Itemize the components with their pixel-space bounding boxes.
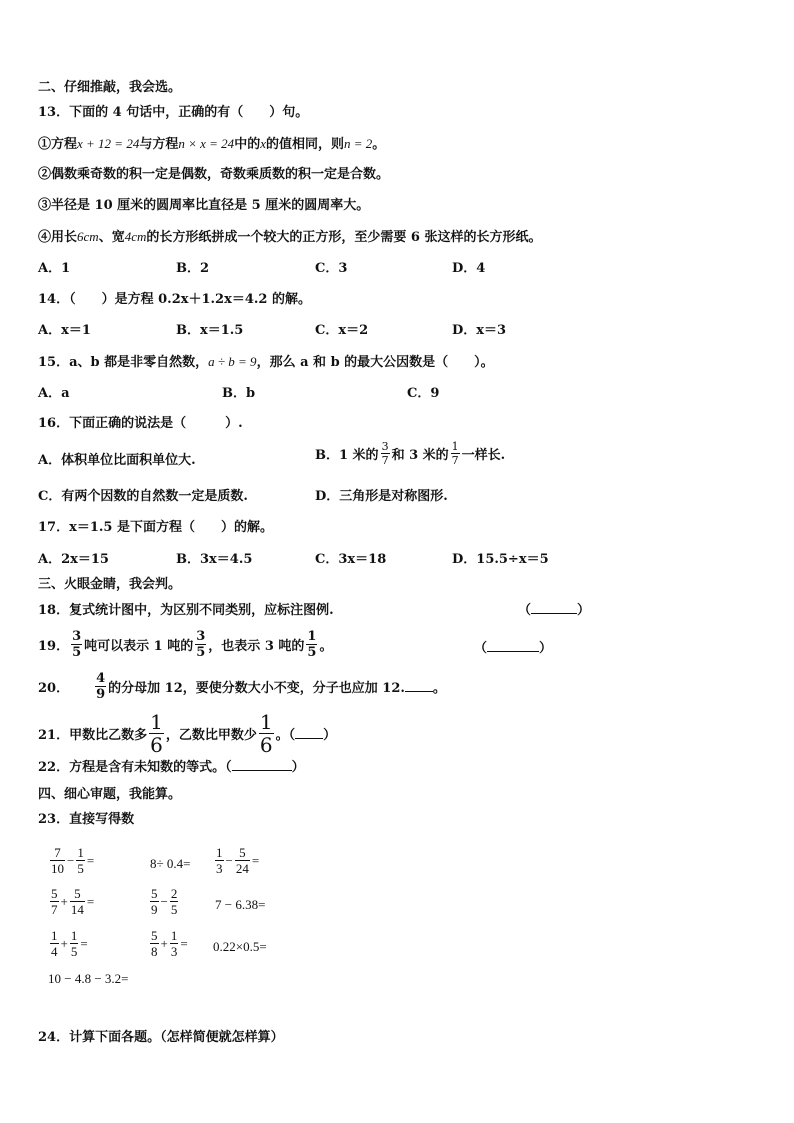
- question-16-stem: 16．下面正确的说法是（ ）.: [38, 416, 243, 431]
- option-a[interactable]: A．体积单位比面积单位大.: [38, 453, 196, 468]
- option-d[interactable]: D．三角形是对称图形.: [315, 489, 448, 504]
- answer-blank[interactable]: [295, 728, 323, 739]
- calc-item: 7 − 6.38=: [215, 897, 266, 912]
- option-d[interactable]: D．x＝3: [452, 323, 507, 338]
- option-b[interactable]: B．3x＝4.5: [176, 552, 253, 567]
- answer-blank[interactable]: [405, 681, 433, 692]
- option-a[interactable]: A．1: [38, 261, 71, 276]
- fraction: $\frac{1}{6}$: [150, 710, 163, 757]
- question-13-statement-2: ②偶数乘奇数的积一定是偶数，奇数乘质数的积一定是合数。: [38, 167, 390, 182]
- fraction: $\frac{4}{9}$: [96, 671, 106, 702]
- option-b[interactable]: B．2: [176, 261, 210, 276]
- question-13-statement-4: ④用长6cm、宽4cm的长方形纸拼成一个较大的正方形，至少需要 6 张这样的长方形纸。: [38, 229, 542, 245]
- option-d[interactable]: D．4: [452, 261, 486, 276]
- question-22: 22．方程是含有未知数的等式。（ ）: [38, 760, 305, 775]
- option-b[interactable]: B．x＝1.5: [176, 323, 244, 338]
- question-13-statement-3: ③半径是 10 厘米的圆周率比直径是 5 厘米的圆周率大。: [38, 198, 370, 213]
- section-title: 二、仔细推敲，我会选。: [38, 80, 182, 95]
- question-18: 18．复式统计图中，为区别不同类别，应标注图例.: [38, 603, 334, 618]
- question-20: 20． $\frac{4}{9}$ 的分母加 12，要使分数大小不变，分子也应加 12. 。: [38, 671, 446, 702]
- option-c[interactable]: C．9: [407, 386, 440, 401]
- option-a[interactable]: A．a: [38, 386, 70, 401]
- calc-item: $\frac{5}{8}$ + $\frac{1}{3}$ =: [151, 928, 188, 959]
- question-15-stem: 15．a、b 都是非零自然数，a ÷ b = 9，那么 a 和 b 的最大公因数是（ ）。: [38, 354, 494, 370]
- calc-item: 10 − 4.8 − 3.2=: [48, 971, 129, 986]
- fraction: $\frac{1}{6}$: [259, 710, 273, 757]
- option-c[interactable]: C．3x＝18: [315, 552, 387, 567]
- fraction: $\frac{3}{7}$: [381, 440, 389, 467]
- section-title: 四、细心审题，我能算。: [38, 787, 182, 802]
- calc-item: $\frac{5}{7}$ + $\frac{5}{14}$ =: [51, 886, 95, 917]
- option-d[interactable]: D．15.5÷x＝5: [452, 552, 549, 567]
- calc-item: 8÷ 0.4=: [150, 856, 191, 871]
- question-23-title: 23．直接写得数: [38, 812, 135, 827]
- answer-blank[interactable]: （ ）: [474, 641, 553, 656]
- option-c[interactable]: C．有两个因数的自然数一定是质数.: [38, 489, 248, 504]
- option-a[interactable]: A．x＝1: [38, 323, 91, 338]
- fraction: $\frac{3}{5}$: [72, 629, 82, 660]
- section-title: 三、火眼金睛，我会判。: [38, 577, 182, 592]
- answer-blank[interactable]: （ ）: [518, 603, 591, 618]
- fraction: $\frac{1}{5}$: [307, 629, 317, 660]
- question-19: 19． $\frac{3}{5}$ 吨可以表示 1 吨的 $\frac{3}{5}$ ，也表示 3 吨的 $\frac{1}{5}$ 。: [38, 629, 333, 660]
- question-24-title: 24．计算下面各题。（怎样简便就怎样算）: [38, 1030, 284, 1045]
- calc-item: 0.22×0.5=: [213, 939, 267, 954]
- calc-item: $\frac{1}{3}$ − $\frac{5}{24}$ =: [216, 845, 260, 876]
- option-c[interactable]: C．x＝2: [315, 323, 369, 338]
- question-13-stem: 13．下面的 4 句话中，正确的有（ ）句。: [38, 105, 309, 120]
- question-13-statement-1: ①方程x + 12 = 24与方程n × x = 24中的x的值相同，则n = 2。: [38, 136, 386, 152]
- option-b[interactable]: B．b: [222, 386, 256, 401]
- calc-item: $\frac{7}{10}$ − $\frac{1}{5}$ =: [51, 845, 95, 876]
- fraction: $\frac{3}{5}$: [196, 629, 206, 660]
- answer-blank[interactable]: [232, 760, 292, 771]
- question-17-stem: 17．x＝1.5 是下面方程（ ）的解。: [38, 520, 273, 535]
- calc-item: $\frac{5}{9}$ − $\frac{2}{5}$: [151, 886, 178, 917]
- option-c[interactable]: C．3: [315, 261, 348, 276]
- fraction: $\frac{1}{7}$: [451, 440, 459, 467]
- calc-item: $\frac{1}{4}$ + $\frac{1}{5}$ =: [51, 928, 88, 959]
- option-a[interactable]: A．2x＝15: [38, 552, 109, 567]
- question-14-stem: 14．（ ）是方程 0.2x＋1.2x＝4.2 的解。: [38, 292, 311, 307]
- option-b[interactable]: B．1 米的 $\frac{3}{7}$ 和 3 米的 $\frac{1}{7}$ 一样长.: [315, 440, 506, 467]
- question-21: 21．甲数比乙数多 $\frac{1}{6}$ ，乙数比甲数少 $\frac{1}{6}$ 。（ ）: [38, 710, 337, 757]
